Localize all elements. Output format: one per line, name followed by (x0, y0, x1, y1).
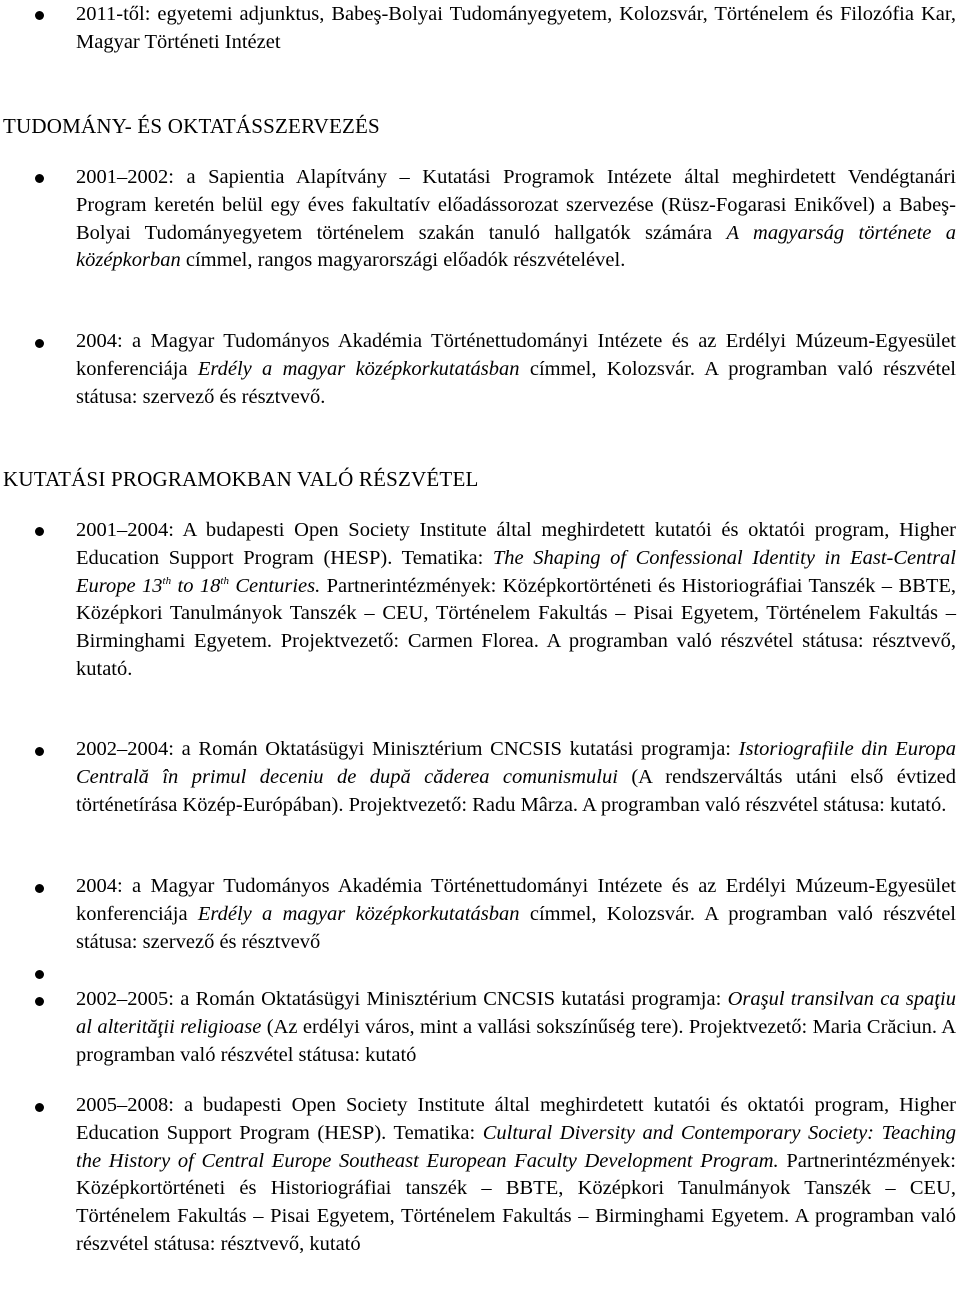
section-heading: KUTATÁSI PROGRAMOKBAN VALÓ RÉSZVÉTEL (3, 467, 479, 491)
entry-text: címmel, Kolozsvár. A programban való részvétel státusa: szervező és résztvevő (76, 902, 957, 953)
bullet-empty (35, 970, 44, 979)
entry-title: A magyarság története a középkorban (76, 221, 956, 272)
entry-text: címmel, rangos magyarországi előadók részvételével. (180, 249, 626, 272)
entry-title: Erdély a magyar középkorkutatásban (197, 357, 520, 380)
entry-text: 2001–2004: A budapesti Open Society Institute által meghirdetett kutatói és oktatói program, Higher Education Support Program (HESP). Tematika: (76, 519, 956, 569)
bullet (35, 884, 44, 893)
entry-title: Erdély a magyar középkorkutatásban (197, 902, 520, 925)
bullet (35, 997, 44, 1006)
entry-text: 2011-től: egyetemi adjunktus, Babeş-Bolyai Tudományegyetem, Kolozsvár, Történelem és Filozófia Kar, Magyar Történeti Intézet (76, 3, 956, 53)
list-item (76, 736, 956, 819)
list-item (76, 873, 956, 956)
list-item (76, 1092, 956, 1259)
bullet (35, 1103, 44, 1112)
entry-text: 2004: a Magyar Tudományos Akadémia Történettudományi Intézete és az Erdélyi Múzeum-Egyesület konferenciája (76, 875, 956, 925)
list-item (76, 517, 956, 684)
entry-text: (A rendszerváltás utáni első évtized történetírása Közép-Európában). Projektvezető: Radu Mârza. A programban való részvétel státusa: kutató. (76, 765, 956, 816)
bullet (35, 339, 44, 348)
entry-text: 2004: a Magyar Tudományos Akadémia Történettudományi Intézete és az Erdélyi Múzeum-Egyesület konferenciája (76, 330, 956, 380)
entry-text: 2002–2005: a Román Oktatásügyi Minisztérium CNCSIS kutatási programja: (76, 988, 728, 1010)
entry-text: címmel, Kolozsvár. A programban való részvétel státusa: szervező és résztvevő. (76, 357, 957, 408)
bullet (35, 11, 44, 20)
entry-text: Partnerintézmények: Középkortörténeti és Historiográfiai tanszék – BBTE, Középkori Tanulmányok Tanszék – CEU, Történelem Fakultás – Pisai Egyetem, Történelem Fakultás – Birminghami Egyetem. A programban való részvétel státusa: résztvevő, kutató (76, 1149, 956, 1255)
bullet (35, 527, 44, 536)
entry-text: 2001–2002: a Sapientia Alapítvány – Kutatási Programok Intézete által meghirdetett Vendégtanári Program keretén belül egy éves fakultatív előadássorozat szervezése (Rüsz-Fogarasi Enikővel) a Babeş-Bolyai Tudományegyetem történelem szakán tanuló hallgatók számára (76, 166, 956, 244)
entry-title: Cultural Diversity and Contemporary Society: Teaching the History of Central Europe Southeast European Faculty Development Program. (76, 1121, 957, 1172)
entry-title: Istoriografiile din Europa Centrală în primul deceniu de după căderea comunismului (76, 738, 956, 788)
list-item (76, 328, 956, 411)
entry-text: Partnerintézmények: Középkortörténeti és Historiográfiai Tanszék – BBTE, Középkori Tanulmányok Tanszék – CEU, Történelem Fakultás – Pisai Egyetem, Történelem Fakultás – Birminghami Egyetem. Projektvezető: Carmen Florea. A programban való részvétel státusa: résztvevő, kutató. (76, 574, 957, 680)
entry-title: Oraşul transilvan ca spaţiu al alterităţii religioase (76, 988, 956, 1038)
list-item (76, 164, 956, 275)
entry-title: The Shaping of Confessional Identity in East-Central Europe 13th to 18th Centuries. (76, 546, 956, 597)
entry-text: 2005–2008: a budapesti Open Society Institute által meghirdetett kutatói és oktatói program, Higher Education Support Program (HESP). Tematika: (76, 1094, 956, 1144)
bullet (35, 174, 44, 183)
entry-text: (Az erdélyi város, mint a vallási sokszínűség tere). Projektvezető: Maria Crăciun. A programban való részvétel státusa: kutató (76, 1015, 956, 1066)
bullet (35, 747, 44, 756)
list-item (76, 986, 956, 1069)
list-item (76, 1, 956, 57)
entry-text: 2002–2004: a Román Oktatásügyi Minisztérium CNCSIS kutatási programja: (76, 738, 739, 760)
section-heading: TUDOMÁNY- ÉS OKTATÁSSZERVEZÉS (3, 114, 380, 138)
